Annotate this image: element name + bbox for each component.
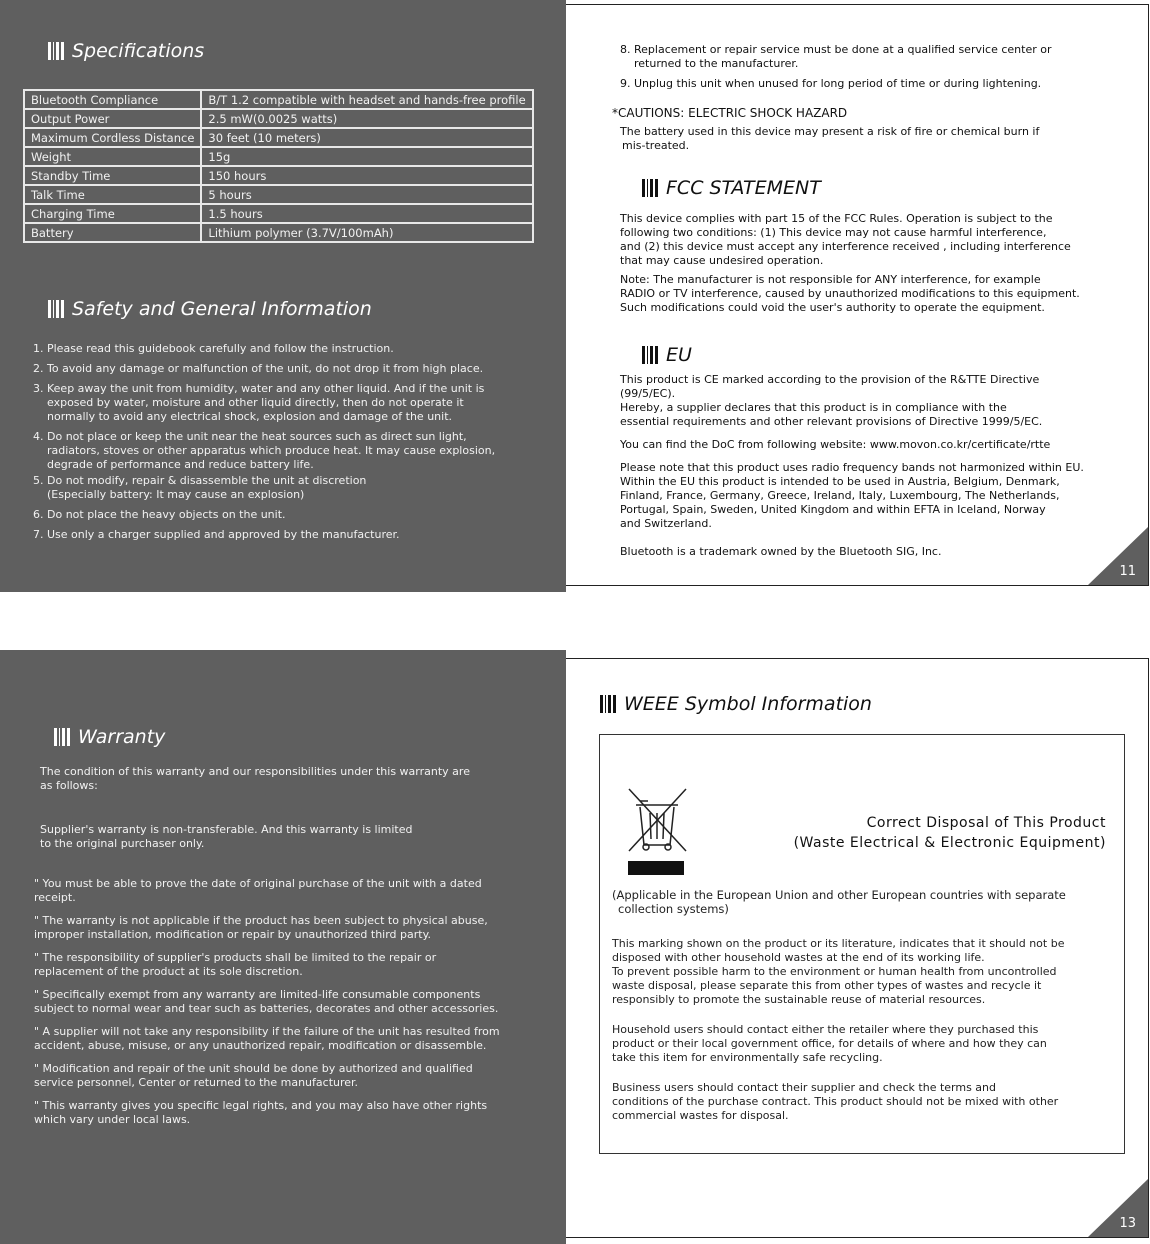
spec-value: 2.5 mW(0.0025 watts) bbox=[201, 109, 532, 128]
list-item: 1. Please read this guidebook carefully and follow the instruction. bbox=[33, 342, 394, 355]
eu-frequency-text: Please note that this product uses radio frequency bands not harmonized within EU. Within the EU this product is intended to be used in Austria, Belgium, Denmark, Finland, France, Germany, Greece, Ireland, Italy, Luxembourg, The Netherlands, Portugal, Spain, Sweden, United Kingdom and within EFTA in Iceland, Norway and Switzerland. bbox=[620, 461, 1084, 530]
list-item: " A supplier will not take any responsibility if the failure of the unit has resulted from accident, abuse, misuse, or any unauthorized repair, modification or disassemble. bbox=[34, 1025, 500, 1052]
table-row bbox=[24, 109, 533, 128]
list-item: 9. Unplug this unit when unused for long period of time or during lightening. bbox=[620, 77, 1042, 90]
list-item: " You must be able to prove the date of original purchase of the unit with a dated receipt. bbox=[34, 877, 482, 904]
spec-label: Talk Time bbox=[24, 185, 201, 204]
list-item: 8. Replacement or repair service must be done at a qualified service center or returned to the manufacturer. bbox=[620, 43, 1052, 70]
spec-value: 1.5 hours bbox=[201, 204, 532, 223]
section-bars-icon bbox=[54, 728, 70, 746]
spec-label: Charging Time bbox=[24, 204, 201, 223]
spec-label: Standby Time bbox=[24, 166, 201, 185]
eu-header bbox=[642, 344, 692, 366]
warranty-intro: The condition of this warranty and our responsibilities under this warranty are as follows: bbox=[40, 765, 470, 792]
table-row bbox=[24, 185, 533, 204]
spec-label: Bluetooth Compliance bbox=[24, 90, 201, 109]
safety-title: Safety and General Information bbox=[72, 298, 372, 320]
list-item: " Specifically exempt from any warranty are limited-life consumable components subject to normal wear and tear such as batteries, decorates and other accessories. bbox=[34, 988, 499, 1015]
safety-header bbox=[48, 298, 372, 320]
spec-value: 15g bbox=[201, 147, 532, 166]
list-item: 7. Use only a charger supplied and approved by the manufacturer. bbox=[33, 528, 400, 541]
bluetooth-trademark: Bluetooth is a trademark owned by the Bluetooth SIG, Inc. bbox=[620, 545, 942, 558]
table-row bbox=[24, 166, 533, 185]
safety-list bbox=[33, 342, 553, 548]
spec-label: Battery bbox=[24, 223, 201, 242]
weee-heading-2: (Waste Electrical & Electronic Equipment) bbox=[793, 835, 1106, 851]
spec-value: 150 hours bbox=[201, 166, 532, 185]
weee-applicable: (Applicable in the European Union and other European countries with separate collection systems) bbox=[612, 888, 1066, 916]
section-bars-icon bbox=[642, 346, 658, 364]
list-item: 6. Do not place the heavy objects on the unit. bbox=[33, 508, 286, 521]
spread-pages-10-11 bbox=[0, 0, 1150, 592]
page-number-corner bbox=[1088, 527, 1148, 585]
page-number-corner bbox=[1088, 1179, 1148, 1237]
page-number: 11 bbox=[1119, 564, 1136, 579]
fcc-title: FCC STATEMENT bbox=[666, 177, 821, 199]
page-13 bbox=[566, 658, 1149, 1238]
weee-business: Business users should contact their supplier and check the terms and conditions of the purchase contract. This product should not be mixed with other commercial wastes for disposal. bbox=[612, 1081, 1059, 1122]
page-10 bbox=[0, 0, 566, 592]
crossed-bin-icon bbox=[626, 787, 690, 877]
weee-heading-1: Correct Disposal of This Product bbox=[866, 815, 1106, 831]
list-item: " The warranty is not applicable if the product has been subject to physical abuse, improper installation, modification or repair by unauthorized third party. bbox=[34, 914, 488, 941]
table-row bbox=[24, 128, 533, 147]
fcc-note: Note: The manufacturer is not responsible for ANY interference, for example RADIO or TV interference, caused by unauthorized modifications to this equipment. Such modifications could void the user's authority to operate the equipment. bbox=[620, 273, 1080, 314]
weee-info-box bbox=[599, 734, 1125, 1154]
fcc-header bbox=[642, 177, 821, 199]
weee-header bbox=[600, 693, 872, 715]
list-item: " This warranty gives you specific legal rights, and you may also have other rights which vary under local laws. bbox=[34, 1099, 488, 1126]
list-item: 3. Keep away the unit from humidity, water and any other liquid. And if the unit is exposed by water, moisture and other liquid directly, then do not operate it normally to avoid any electrical shock, explosion and damage of the unit. bbox=[33, 382, 485, 423]
fcc-text: This device complies with part 15 of the FCC Rules. Operation is subject to the following two conditions: (1) This device may not cause harmful interference, and (2) this device must accept any interference received , including interference that may cause undesired operation. bbox=[620, 212, 1071, 267]
spec-label: Maximum Cordless Distance bbox=[24, 128, 201, 147]
spec-value: B/T 1.2 compatible with headset and hands-free profile bbox=[201, 90, 532, 109]
eu-ce-text: This product is CE marked according to the provision of the R&TTE Directive (99/5/EC). Hereby, a supplier declares that this product is in compliance with the essential requirements and other relevant provisions of Directive 1999/5/EC. bbox=[620, 373, 1043, 428]
specifications-header bbox=[48, 40, 204, 62]
specifications-title: Specifications bbox=[72, 40, 205, 62]
page-11 bbox=[566, 4, 1149, 586]
spec-label: Output Power bbox=[24, 109, 201, 128]
caution-title: *CAUTIONS: ELECTRIC SHOCK HAZARD bbox=[612, 106, 848, 120]
table-row bbox=[24, 147, 533, 166]
service-list bbox=[620, 43, 1130, 97]
list-item: " The responsibility of supplier's products shall be limited to the repair or replacement of the product at its sole discretion. bbox=[34, 951, 437, 978]
eu-doc-text: You can find the DoC from following website: www.movon.co.kr/certificate/rtte bbox=[620, 438, 1051, 451]
list-item: " Modification and repair of the unit should be done by authorized and qualified service personnel, Center or returned to the manufacturer. bbox=[34, 1062, 473, 1089]
warranty-clauses bbox=[34, 877, 554, 1136]
caution-text: The battery used in this device may present a risk of fire or chemical burn if mis-treated. bbox=[620, 125, 1040, 152]
weee-household: Household users should contact either the retailer where they purchased this product or their local government office, for details of where and how they can take this item for environmentally safe recycling. bbox=[612, 1023, 1047, 1064]
spec-value: 30 feet (10 meters) bbox=[201, 128, 532, 147]
table-row bbox=[24, 90, 533, 109]
table-row bbox=[24, 223, 533, 242]
section-bars-icon bbox=[48, 300, 64, 318]
weee-marking: This marking shown on the product or its literature, indicates that it should not be disposed with other household wastes at the end of its working life. To prevent possible harm to the environment or human health from uncontrolled waste disposal, please separate this from other types of wastes and recycle it responsibly to promote the sustainable reuse of material resources. bbox=[612, 937, 1065, 1006]
list-item: 4. Do not place or keep the unit near the heat sources such as direct sun light, radiators, stoves or other apparatus which produce heat. It may cause explosion, degrade of performance and reduce battery life. bbox=[33, 430, 496, 471]
section-bars-icon bbox=[600, 695, 616, 713]
section-bars-icon bbox=[642, 179, 658, 197]
spec-value: 5 hours bbox=[201, 185, 532, 204]
page-number: 13 bbox=[1119, 1216, 1136, 1231]
list-item: 2. To avoid any damage or malfunction of the unit, do not drop it from high place. bbox=[33, 362, 484, 375]
weee-title: WEEE Symbol Information bbox=[624, 693, 872, 715]
warranty-transfer: Supplier's warranty is non-transferable. And this warranty is limited to the original purchaser only. bbox=[40, 823, 413, 850]
spec-label: Weight bbox=[24, 147, 201, 166]
eu-title: EU bbox=[666, 344, 692, 366]
specifications-table bbox=[23, 89, 534, 243]
spread-pages-12-13 bbox=[0, 650, 1150, 1244]
table-row bbox=[24, 204, 533, 223]
warranty-title: Warranty bbox=[78, 726, 166, 748]
warranty-header bbox=[54, 726, 165, 748]
spec-value: Lithium polymer (3.7V/100mAh) bbox=[201, 223, 532, 242]
list-item: 5. Do not modify, repair & disassemble the unit at discretion (Especially battery: It may cause an explosion) bbox=[33, 474, 367, 501]
page-12 bbox=[0, 650, 566, 1244]
section-bars-icon bbox=[48, 42, 64, 60]
